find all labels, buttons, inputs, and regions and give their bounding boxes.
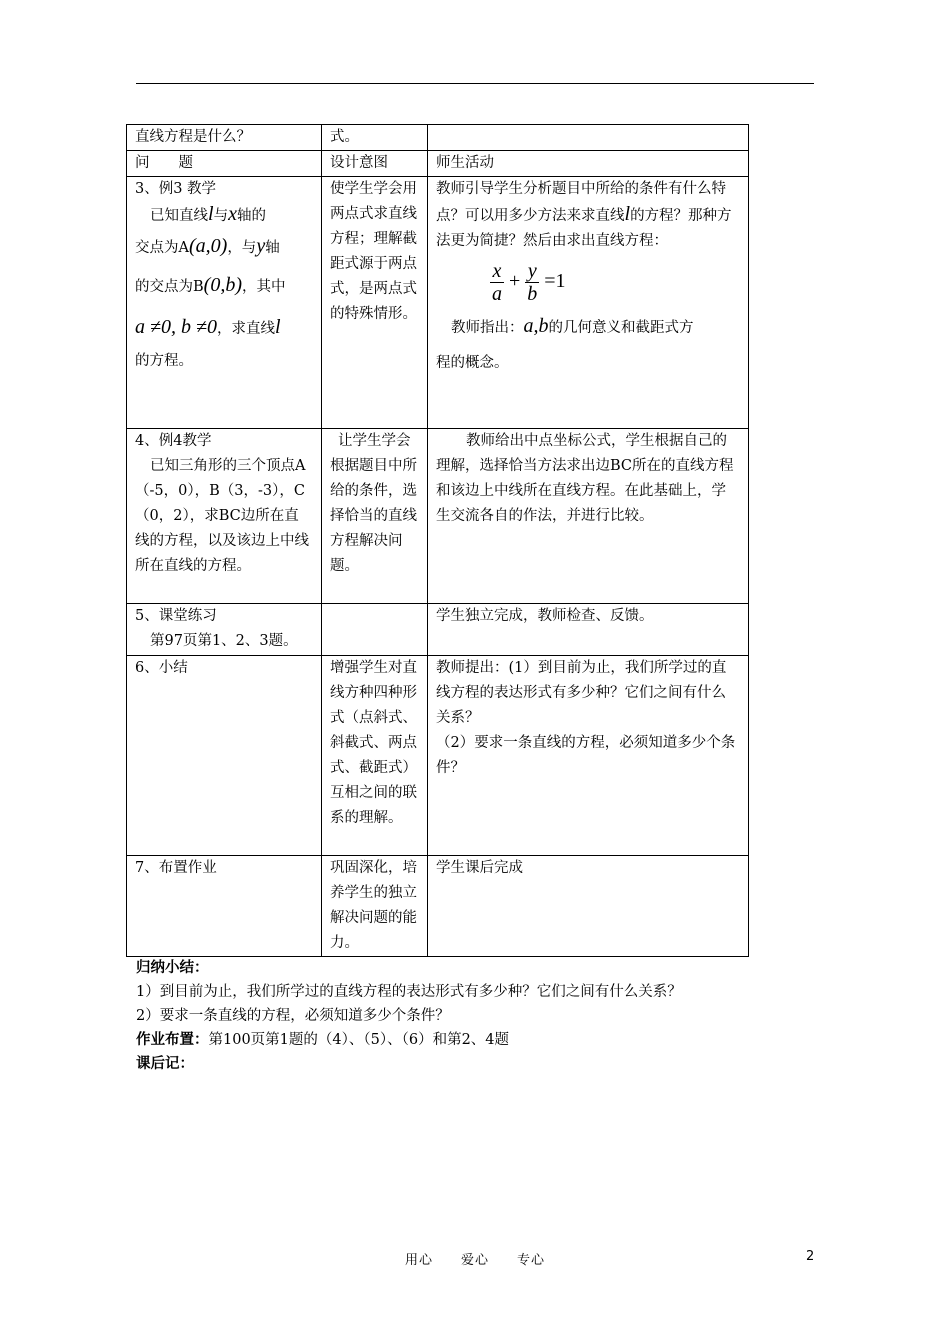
activity-note-end: 程的概念。 bbox=[436, 355, 509, 371]
intercept-formula: $\frac{x}{a}$ + $\frac{y}{b}$ =1 bbox=[492, 260, 566, 305]
table-row-example4 bbox=[127, 429, 749, 604]
cell-activity: 教师给出中点坐标公式，学生根据自己的理解，选择恰当方法求出边BC所在的直线方程和该边上中线所在直线方程。在此基础上，学生交流各自的作法，并进行比较。 bbox=[428, 429, 749, 604]
cell-question: 直线方程是什么？ bbox=[127, 125, 322, 151]
summary-q2: 2）要求一条直线的方程，必须知道多少个条件？ bbox=[136, 1008, 450, 1024]
example4-body: 已知三角形的三个顶点A（-5，0），B（3，-3），C（0，2），求BC边所在直线的方程，以及该边上中线所在直线的方程。 bbox=[135, 458, 309, 574]
example4-title: 4、例4教学 bbox=[135, 433, 212, 449]
example3-line2: 交点为A(a,0)，与y轴 bbox=[135, 235, 280, 257]
cell-intent: 让学生学会根据题目中所给的条件，选择恰当的直线方程解决问题。 bbox=[322, 429, 428, 604]
activity-note: 教师指出：a,b的几何意义和截距式方 bbox=[451, 315, 694, 337]
notes-label: 课后记： bbox=[136, 1055, 194, 1072]
cell-question bbox=[127, 429, 322, 604]
homework-label: 作业布置： bbox=[136, 1031, 209, 1048]
table-row-practice bbox=[127, 604, 749, 656]
cell-activity: 学生课后完成 bbox=[428, 856, 749, 957]
cell-question: 6、小结 bbox=[127, 656, 322, 856]
example3-line4: a ≠0, b ≠0，求直线l bbox=[135, 316, 281, 338]
table-row-example3 bbox=[127, 177, 749, 429]
cell-question: 5、课堂练习 第97页第1、2、3题。 bbox=[127, 604, 322, 656]
cell-question: 7、布置作业 bbox=[127, 856, 322, 957]
activity-text: 教师引导学生分析题目中所给的条件有什么特点？可以用多少方法来求直线l的方程？那种方法更为简捷？然后由求出直线方程： bbox=[436, 181, 732, 249]
summary-label: 归纳小结： bbox=[136, 959, 209, 976]
cell-intent: 式。 bbox=[322, 125, 428, 151]
cell-activity: 学生独立完成，教师检查、反馈。 bbox=[428, 604, 749, 656]
table-row-homework bbox=[127, 856, 749, 957]
cell-intent: 巩固深化，培养学生的独立解决问题的能力。 bbox=[322, 856, 428, 957]
cell-intent bbox=[322, 604, 428, 656]
table-header-row bbox=[127, 151, 749, 177]
summary-q1: 1）到目前为止，我们所学过的直线方程的表达形式有多少种？它们之间有什么关系？ bbox=[136, 984, 682, 1000]
header-question: 问 题 bbox=[127, 151, 322, 177]
table-row-recap bbox=[127, 656, 749, 856]
lesson-table bbox=[126, 124, 749, 957]
header-activity: 师生活动 bbox=[428, 151, 749, 177]
example3-line1: 已知直线l与x轴的 bbox=[150, 203, 266, 225]
cell-activity: 教师提出：(1）到目前为止，我们所学过的直线方程的表达形式有多少种？它们之间有什么关系？ （2）要求一条直线的方程，必须知道多少个条件？ bbox=[428, 656, 749, 856]
cell-activity bbox=[428, 125, 749, 151]
header-rule bbox=[136, 83, 814, 84]
table-row bbox=[127, 125, 749, 151]
example3-line3: 的交点为B(0,b)，其中 bbox=[135, 274, 286, 296]
example3-title: 3、例3 教学 bbox=[135, 181, 217, 197]
homework-text: 第100页第1题的（4）、（5）、（6）和第2、4题 bbox=[208, 1032, 510, 1048]
cell-activity bbox=[428, 177, 749, 429]
example3-line5: 的方程。 bbox=[135, 353, 193, 369]
header-intent: 设计意图 bbox=[322, 151, 428, 177]
cell-intent: 使学生学会用两点式求直线方程；理解截距式源于两点式，是两点式的特殊情形。 bbox=[322, 177, 428, 429]
summary-section bbox=[136, 956, 776, 1076]
footer-slogan: 用心 爱心 专心 bbox=[404, 1253, 545, 1268]
cell-intent: 增强学生对直线方种四种形式（点斜式、斜截式、两点式、截距式）互相之间的联系的理解。 bbox=[322, 656, 428, 856]
page-number: 2 bbox=[806, 1249, 815, 1264]
cell-question bbox=[127, 177, 322, 429]
